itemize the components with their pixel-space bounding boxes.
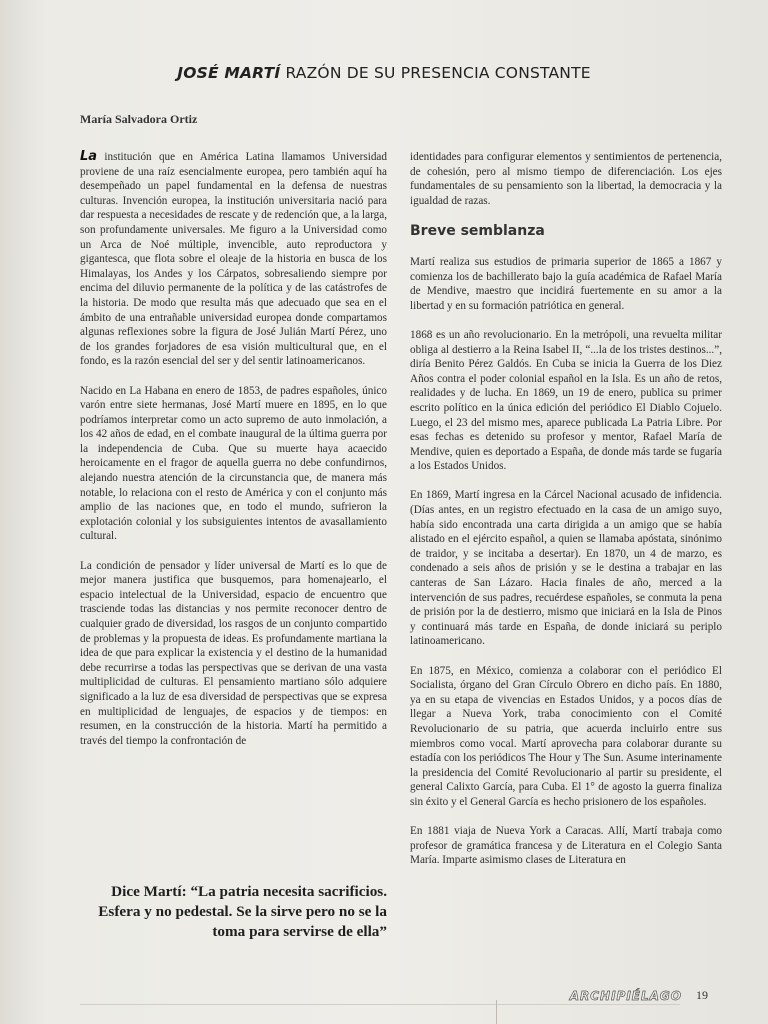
- paragraph: 1868 es un año revolucionario. En la metrópoli, una revuelta militar obliga al destierro a la Reina Isabel II, “...la de los tristes destinos...”, diría Benito Pérez Galdós. En Cuba se inicia la Guerra de los Diez Años contra el poder colonial español en la Isla. Es un año de retos, realidades y de lucha. En 1869, un 19 de enero, publica su primer escrito político en la única edición del periódico El Diablo Cojuelo. Luego, el 23 del mismo mes, aparece publicada La Patria Libre. Por esas fechas es detenido su profesor y mentor, Rafael María de Mendive, quien es deportado a España, de donde más tarde se fugaría a los Estados Unidos.: [410, 328, 722, 473]
- page-number: 19: [696, 988, 708, 1002]
- paragraph: En 1881 viaja de Nueva York a Caracas. Allí, Martí trabaja como profesor de gramática francesa y de Literatura en el Colegio Santa María. Imparte asimismo clases de Literatura en: [410, 825, 722, 867]
- paragraph: identidades para configurar elementos y sentimientos de pertenencia, de cohesión, pero al mismo tiempo de diferenciación. Los ejes fundamentales de su pensamiento son la libertad, la democracia y la igualdad de razas.: [410, 151, 722, 207]
- page-footer: [570, 988, 708, 1003]
- paragraph: En 1869, Martí ingresa en la Cárcel Nacional acusado de infidencia. (Días antes, en un registro efectuado en la casa de un amigo suyo, había sido encontrada una carta dirigida a un amigo que se había alistado en el ejército español, a quien se llamaba apóstata, sinónimo de traidor, y se incitaba a desertar). En 1870, un 4 de marzo, es condenado a seis años de prisión y se le destina a trabajar en las canteras de San Lázaro. Hacia finales de año, merced a la intervención de sus padres, recuérdese españoles, se conmuta la pena de prisión por la de destierro, mismo que iniciará en la Isla de Pinos y continuará más tarde en España, de donde iniciará su periplo latinoamericano.: [410, 489, 722, 648]
- article-title: [0, 64, 768, 82]
- paragraph: Martí realiza sus estudios de primaria superior de 1865 a 1867 y comienza los de bachillerato bajo la guía académica de Rafael María de Mendive, maestro que incidirá fuertemente en su amor a la libertad y en su formación patriótica en general.: [410, 255, 722, 312]
- right-column: [410, 150, 722, 883]
- magazine-logo: ARCHIPIÉLAGO: [569, 988, 682, 1003]
- paragraph: La condición de pensador y líder universal de Martí es lo que de mejor manera justifica que busquemos, para homenajearlo, el espacio intelectual de la Universidad, espacio de encuentro que trasciende todas las distancias y nos permite reconocer dentro de cualquier grado de diversidad, los rasgos de un conjunto compartido de problemas y la propuesta de ideas. Es profundamente martiana la idea de que para explicar la existencia y el destino de la humanidad debe recurrirse a todas las perspectivas que se derivan de una vasta multiplicidad de culturas. El pensamiento martiano sólo adquiere significado a la luz de esa diversidad de perspectivas que se expresa en multiplicidad de lenguajes, de espacios y de tiempos: en resumen, en la construcción de la historia. Martí ha permitido a través del tiempo la confrontación de: [80, 559, 387, 747]
- article-title-subtitle: RAZÓN DE SU PRESENCIA CONSTANTE: [280, 64, 591, 82]
- section-heading: Breve semblanza: [410, 223, 545, 240]
- left-column: [80, 150, 387, 763]
- scan-artifact-line: [80, 1004, 680, 1005]
- drop-cap: La: [80, 149, 98, 164]
- article-title-name: JOSÉ MARTÍ: [177, 64, 281, 82]
- pull-quote: Dice Martí: “La patria necesita sacrificios. Esfera y no pedestal. Se la sirve pero no se la toma para servirse de ella”: [98, 883, 387, 940]
- paragraph: En 1875, en México, comienza a colaborar con el periódico El Socialista, órgano del Gran Círculo Obrero en dicho país. En 1880, ya en su etapa de vivencias en Estados Unidos, y a pocos días de llegar a Nueva York, traba conocimiento con el Comité Revolucionario de su patria, que acuerda incluirlo entre sus miembros como vocal. Martí aprovecha para colaborar durante su estadía con los periódicos The Hour y The Sun. Asume interinamente la presidencia del Comité Revolucionario al partir su presidente, el general Calixto García, para Cuba. El 1° de agosto la guerra finaliza sin éxito y el General García es hecho prisionero de los españoles.: [410, 664, 722, 808]
- scan-artifact-mark: [496, 1000, 497, 1024]
- paragraph-text: institución que en América Latina llamamos Universidad proviene de una raíz esencialmente europea, pero también aquí ha desempeñado un papel fundamental en la defensa de nuestras culturas. Invención europea, la institución universitaria nació para dar respuesta a necesidades de rescate y de redención que, a la larga, son profundamente universales. Me figuro a la Universidad como un Arca de Noé múltiple, invencible, auto reproductora y gigantesca, que flota sobre el oleaje de la historia en busca de los Himalayas, los Andes y los Cárpatos, sobresaliendo siempre por encima del diluvio permanente de la política y de las catástrofes de la historia. De modo que resulta más que adecuado que sea en el ámbito de una entrañable universidad europea donde compartamos algunas reflexiones sobre la figura de José Julián Martí Pérez, uno de los grandes forjadores de esa visión multicultural que, en el fondo, es la razón esencial del ser y del sentir latinoamericanos.: [80, 151, 387, 368]
- paragraph: Nacido en La Habana en enero de 1853, de padres españoles, único varón entre siete hermanas, José Martí muere en 1895, en lo que podríamos interpretar como un acto supremo de auto inmolación, a los 42 años de edad, en el combate inaugural de la última guerra por la independencia de Cuba. Que su muerte haya acaecido heroicamente en el fragor de aquella guerra no debe confundirnos, alejando nuestra atención de la circunstancia que, de manera más notable, lo relaciona con el resto de América y con el conjunto más amplio de las naciones que, en todo el mundo, sufrieron la explotación colonial y los subsiguientes intentos de avasallamiento cultural.: [80, 384, 387, 543]
- paragraph: [80, 150, 387, 369]
- article-author: María Salvadora Ortiz: [80, 112, 198, 126]
